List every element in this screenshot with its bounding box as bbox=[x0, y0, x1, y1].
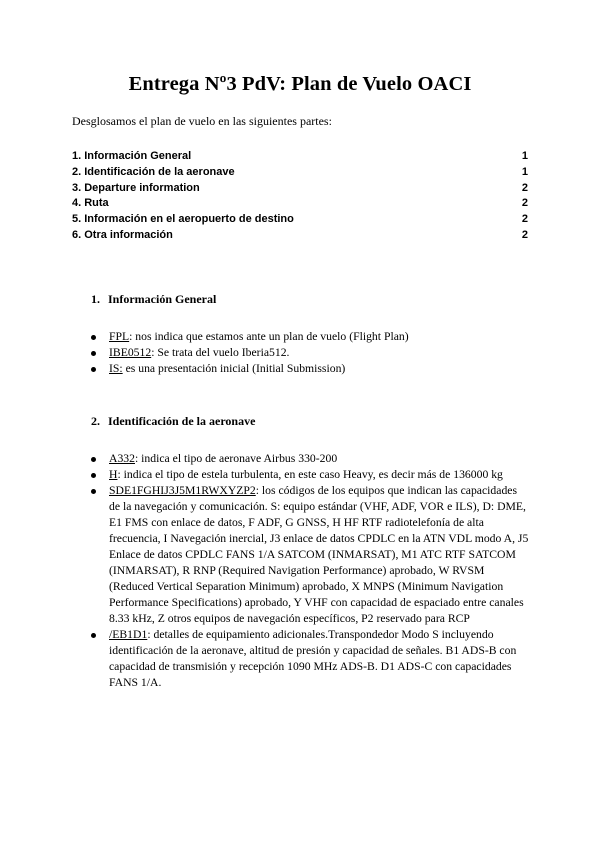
bullet-list bbox=[91, 329, 529, 377]
section-title: Información General bbox=[108, 292, 217, 306]
field-description: : detalles de equipamiento adicionales.Transpondedor Modo S incluyendo identificación de la aeronave, altitud de presión y capacidad de señales. B1 ADS-B con capacidad de transmisión y recepción 1090 MHz ADS-B. D1 ADS-C con capacidades FANS 1/A. bbox=[109, 628, 517, 689]
toc-entry-label: 1. Información General bbox=[72, 150, 192, 162]
field-code: H bbox=[109, 468, 118, 481]
bullet-dot bbox=[91, 473, 96, 478]
toc-entry[interactable] bbox=[72, 228, 528, 244]
bullet-dot bbox=[91, 489, 96, 494]
bullet-dot bbox=[91, 367, 96, 372]
toc-entry-label: 3. Departure information bbox=[72, 181, 200, 194]
toc-entry-page: 2 bbox=[521, 228, 528, 241]
field-code: FPL bbox=[109, 330, 130, 343]
toc-entry[interactable] bbox=[72, 181, 528, 197]
section-number: 1. bbox=[91, 292, 100, 306]
section-heading bbox=[91, 414, 255, 429]
toc-entry[interactable] bbox=[72, 196, 528, 212]
bullet-dot bbox=[91, 335, 96, 340]
toc-entry-label: 2. Identificación de la aeronave bbox=[72, 165, 235, 178]
toc-entry-page: 1 bbox=[521, 165, 528, 178]
field-code: /EB1D1 bbox=[109, 628, 148, 641]
list-item bbox=[91, 451, 529, 467]
toc-entry-page: 2 bbox=[521, 197, 528, 210]
list-item bbox=[91, 329, 529, 345]
document-title: Entrega Nº3 PdV: Plan de Vuelo OACI bbox=[128, 73, 472, 95]
field-description: : Se trata del vuelo Iberia512. bbox=[151, 346, 290, 359]
list-item bbox=[91, 627, 529, 691]
field-description: : nos indica que estamos ante un plan de vuelo (Flight Plan) bbox=[129, 330, 409, 343]
toc-entry-page: 2 bbox=[521, 213, 528, 226]
toc-entry-page: 1 bbox=[521, 150, 528, 162]
toc-entry[interactable] bbox=[72, 212, 528, 228]
bullet-list bbox=[91, 451, 529, 691]
field-description: es una presentación inicial (Initial Submission) bbox=[122, 362, 346, 375]
list-item bbox=[91, 467, 529, 483]
field-description: : indica el tipo de aeronave Airbus 330-200 bbox=[134, 452, 338, 465]
toc-entry-page: 2 bbox=[521, 181, 528, 194]
list-item bbox=[91, 345, 529, 361]
field-description: : los códigos de los equipos que indican las capacidades de la navegación y comunicación. S: equipo estándar (VHF, ADF, VOR e ILS), D: DME, E1 FMS con enlace de datos, F ADF, G GNSS, H HF RTF radiotelefonía de alta frecuencia, I Navegación inercial, J3 enlace de datos CPDLC en la ATN VDL modo A, J5 Enlace de datos CPDLC FANS 1/A SATCOM (INMARSAT), M1 ATC RTF SATCOM (INMARSAT), R RNP (Required Navigation Performance) aprobado, W RVSM (Reduced Vertical Separation Minimum) aprobado, X MNPS (Minimum Navigation Performance Specifications) aprobado, Y VHF con capacidad de espaciado entre canales 8.33 kHz, Z otros equipos de navegación específicos, P2 reservado para RCP bbox=[109, 484, 529, 625]
toc-entry-label: 5. Información en el aeropuerto de destino bbox=[72, 213, 294, 226]
intro-text: Desglosamos el plan de vuelo en las siguientes partes: bbox=[72, 114, 332, 128]
toc-entry[interactable] bbox=[72, 149, 528, 165]
field-code: IBE0512 bbox=[109, 346, 152, 359]
field-description: : indica el tipo de estela turbulenta, en este caso Heavy, es decir más de 136000 kg bbox=[117, 468, 503, 481]
toc-entry-label: 4. Ruta bbox=[72, 197, 109, 210]
field-code: A332 bbox=[109, 452, 135, 465]
list-item bbox=[91, 483, 529, 627]
toc-entry[interactable] bbox=[72, 165, 528, 181]
bullet-dot bbox=[91, 351, 96, 356]
section-number: 2. bbox=[91, 414, 100, 428]
field-code: SDE1FGHIJ3J5M1RWXYZP2 bbox=[109, 484, 256, 497]
bullet-dot bbox=[91, 633, 96, 638]
section-heading bbox=[91, 292, 216, 307]
toc-entry-label: 6. Otra información bbox=[72, 228, 173, 241]
field-code: IS: bbox=[109, 362, 123, 375]
section-title: Identificación de la aeronave bbox=[108, 414, 256, 428]
list-item bbox=[91, 361, 529, 377]
table-of-contents bbox=[72, 149, 528, 244]
bullet-dot bbox=[91, 457, 96, 462]
